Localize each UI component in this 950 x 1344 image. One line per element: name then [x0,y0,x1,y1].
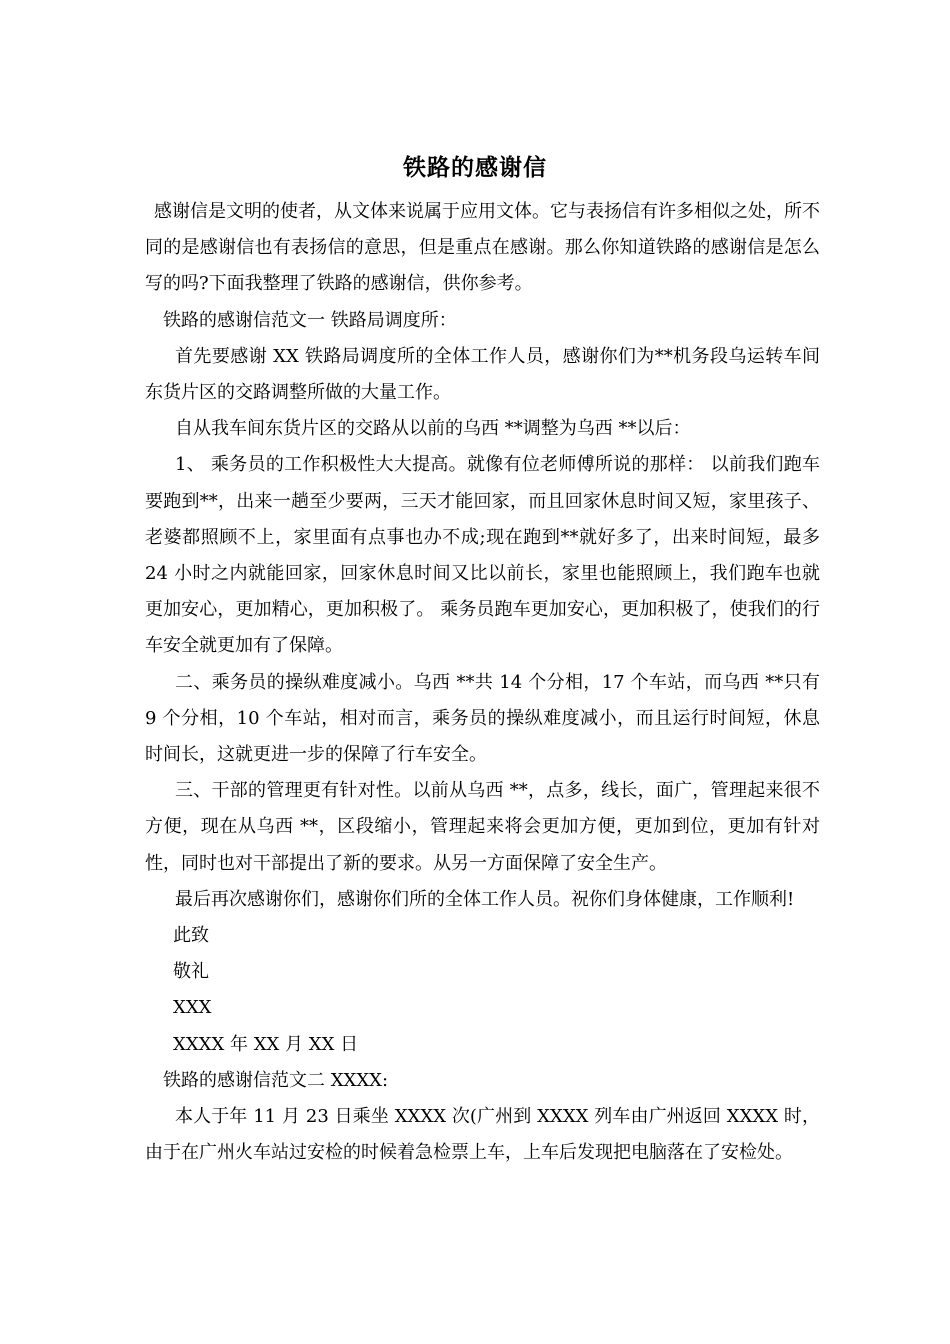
sample1-paragraph-6: 最后再次感谢你们，感谢你们所的全体工作人员。祝你们身体健康，工作顺利! [175,888,795,910]
document-title: 铁路的感谢信 [403,155,547,181]
intro-paragraph: 感谢信是文明的使者，从文体来说属于应用文体。它与表扬信有许多相似之处，所不同的是感谢信也有表扬信的意思，但是重点在感谢。那么你知道铁路的感谢信是怎么写的吗?下面我整理了铁路的感谢信，供你参考。 [145,201,820,295]
signature: XXX [173,997,212,1019]
document-body [145,194,820,1171]
sample2-paragraph-1: 本人于年 11 月 23 日乘坐 XXXX 次(广州到 XXXX 列车由广州返回 XXXX 时，由于在广州火车站过安检的时候着急检票上车，上车后发现把电脑落在了安检处。 [145,1106,820,1164]
sample1-paragraph-2: 自从我车间东货片区的交路从以前的乌西 **调整为乌西 **以后： [175,418,691,440]
sample1-paragraph-4: 二、乘务员的操纵难度减小。乌西 **共 14 个分相，17 个车站，而乌西 **只有 9 个分相，10 个车站，相对而言，乘务员的操纵难度减小，而且运行时间短，休息时间长，这就更进一步的保障了行车安全。 [145,671,820,766]
letter-date: XXXX 年 XX 月 XX 日 [173,1033,359,1055]
sample2-heading: 铁路的感谢信范文二 XXXX: [163,1069,389,1091]
closing-line-2: 敬礼 [173,961,209,983]
sample1-paragraph-1: 首先要感谢 XX 铁路局调度所的全体工作人员，感谢你们为**机务段乌运转车间东货片区的交路调整所做的大量工作。 [145,345,820,404]
closing-line-1: 此致 [173,925,209,947]
sample1-paragraph-3: 1、 乘务员的工作积极性大大提高。就像有位老师傅所说的那样： 以前我们跑车要跑到**，出来一趟至少要两，三天才能回家，而且回家休息时间又短，家里孩子、老婆都照顾不上，家里面有点事也办不成;现在跑到**就好多了，出来时间短，最多 24 小时之内就能回家，回家休息时间又比以前长，家里也能照顾上，我们跑车也就更加安心，更加精心，更加积极了。 乘务员跑车更加安心，更加积极了，使我们的行车安全就更加有了保障。 [145,454,820,657]
sample1-heading: 铁路的感谢信范文一 铁路局调度所： [163,309,457,331]
sample1-paragraph-5: 三、干部的管理更有针对性。以前从乌西 **，点多，线长，面广，管理起来很不方便，现在从乌西 **，区段缩小，管理起来将会更加方便，更加到位，更加有针对性，同时也对干部提出了新的要求。从另一方面保障了安全生产。 [145,780,820,874]
